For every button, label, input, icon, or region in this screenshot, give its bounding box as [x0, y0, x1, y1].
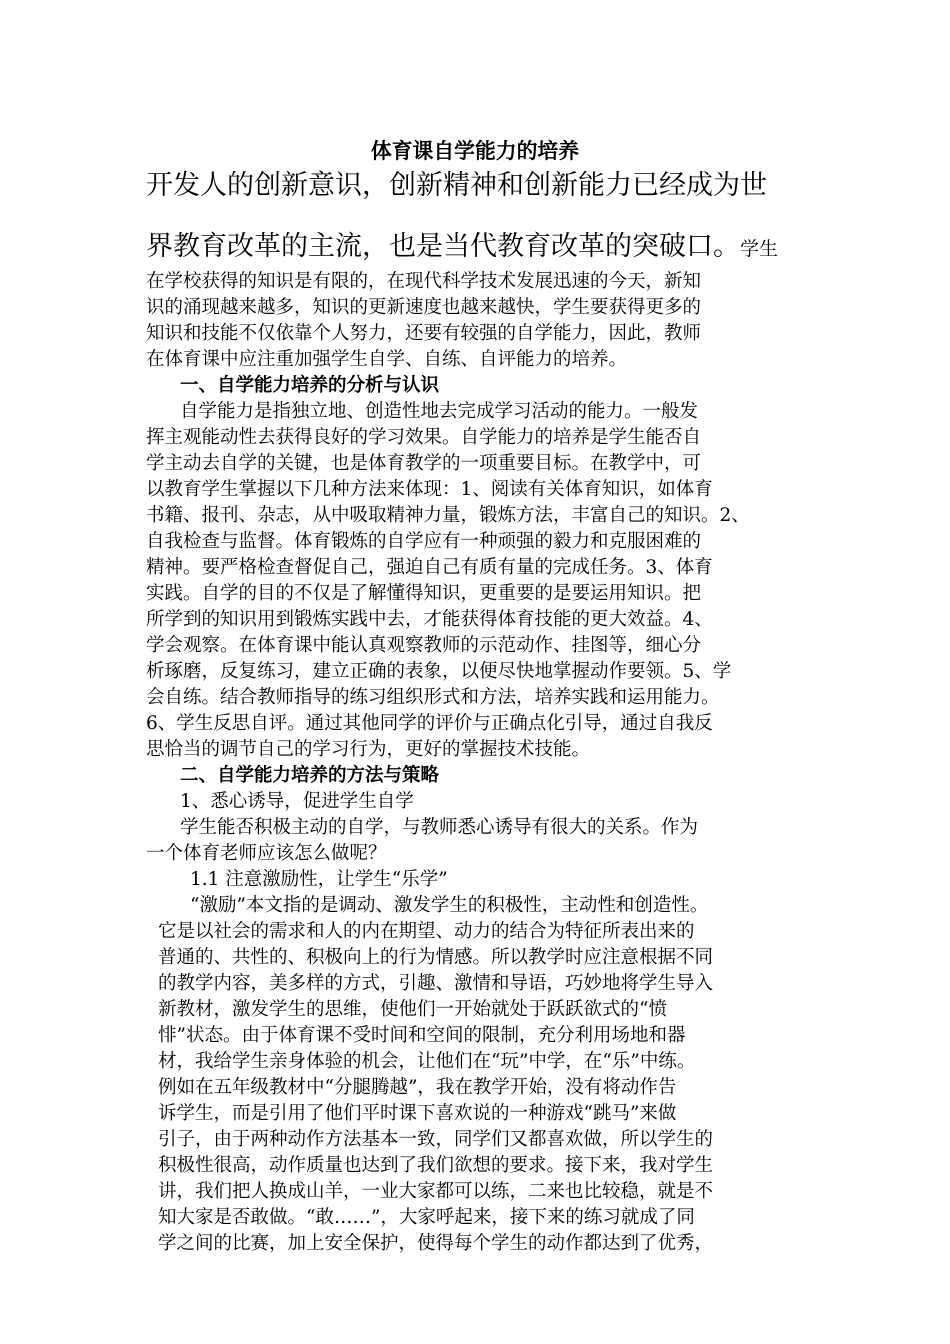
- paragraph-line: 例如在五年级教材中“分腿腾越”，我在教学开始，没有将动作告: [158, 1077, 677, 1098]
- lead-line-2-large: 界教育改革的主流，也是当代教育改革的突破口。: [146, 231, 740, 262]
- paragraph-line: 的教学内容，美多样的方式，引趣、激情和导语，巧妙地将学生导入: [158, 973, 714, 994]
- paragraph-line: 知大家是否敢做。“敢……”，大家呼起来，接下来的练习就成了同: [158, 1207, 695, 1228]
- paragraph-line: 一个体育老师应该怎么做呢？: [146, 843, 387, 864]
- section-heading-1: 一、自学能力培养的分析与认识: [180, 375, 440, 396]
- paragraph-line: 实践。自学的目的不仅是了解懂得知识，更重要的是要运用知识。把: [146, 583, 702, 604]
- paragraph-line: 所学到的知识用到锻炼实践中去，才能获得体育技能的更大效益。4、: [146, 609, 713, 630]
- paragraph-line: 材，我给学生亲身体验的机会，让他们在“玩”中学，在“乐”中练。: [158, 1051, 696, 1072]
- paragraph-line: 思恰当的调节自己的学习行为，更好的掌握技术技能。: [146, 739, 591, 760]
- lead-line-2-small: 学生: [740, 238, 779, 260]
- paragraph-line: 以教育学生掌握以下几种方法来体现：1、阅读有关体育知识，如体育: [146, 479, 713, 500]
- lead-line-2: [146, 227, 778, 269]
- paragraph-line: 引子，由于两种动作方法基本一致，同学们又都喜欢做，所以学生的: [158, 1129, 714, 1150]
- lead-line-1: 开发人的创新意识，创新精神和创新能力已经成为世: [146, 170, 767, 201]
- subsection-heading: 1、悉心诱导，促进学生自学: [180, 791, 414, 812]
- paragraph-line: 积极性很高，动作质量也达到了我们欲想的要求。接下来，我对学生: [158, 1155, 714, 1176]
- document-title: 体育课自学能力的培养: [370, 138, 580, 163]
- paragraph-line: 诉学生，而是引用了他们平时课下喜欢说的一种游戏“跳马”来做: [158, 1103, 677, 1124]
- paragraph-line: 知识和技能不仅依靠个人努力，还要有较强的自学能力，因此，教师: [146, 323, 702, 344]
- paragraph-line: 学主动去自学的关键，也是体育教学的一项重要目标。在教学中，可: [146, 453, 702, 474]
- paragraph-line: 会自练。结合教师指导的练习组织形式和方法，培养实践和运用能力。: [146, 687, 720, 708]
- subsection-heading: 1.1 注意激励性，让学生“乐学”: [190, 869, 448, 890]
- paragraph-line: 普通的、共性的、积极向上的行为情感。所以教学时应注意根据不同: [158, 947, 714, 968]
- paragraph-line: 在体育课中应注重加强学生自学、自练、自评能力的培养。: [146, 349, 628, 370]
- paragraph-line: 学之间的比赛，加上安全保护，使得每个学生的动作都达到了优秀，: [158, 1233, 714, 1254]
- paragraph-line: 讲，我们把人换成山羊，一业大家都可以练，二来也比较稳，就是不: [158, 1181, 714, 1202]
- paragraph-line: 精神。要严格检查督促自己，强迫自己有质有量的完成任务。3、体育: [146, 557, 713, 578]
- paragraph-line: 挥主观能动性去获得良好的学习效果。自学能力的培养是学生能否自: [146, 427, 702, 448]
- paragraph-line: 6、学生反思自评。通过其他同学的评价与正确点化引导，通过自我反: [146, 713, 713, 734]
- paragraph-line: 在学校获得的知识是有限的，在现代科学技术发展迅速的今天，新知: [146, 271, 702, 292]
- paragraph-line: 学会观察。在体育课中能认真观察教师的示范动作、挂图等，细心分: [146, 635, 702, 656]
- section-heading-2: 二、自学能力培养的方法与策略: [180, 765, 440, 786]
- paragraph-line: 新教材，激发学生的思维，使他们一开始就处于跃跃欲式的“愤: [158, 999, 667, 1020]
- paragraph-line: 自学能力是指独立地、创造性地去完成学习活动的能力。一般发: [180, 401, 699, 422]
- paragraph-line: 书籍、报刊、杂志，从中吸取精神力量，锻炼方法，丰富自己的知识。2、: [146, 505, 750, 526]
- paragraph-line: “激励”本文指的是调动、激发学生的积极性，主动性和创造性。: [190, 895, 709, 916]
- paragraph-line: 悱”状态。由于体育课不受时间和空间的限制，充分利用场地和器: [158, 1025, 686, 1046]
- paragraph-line: 它是以社会的需求和人的内在期望、动力的结合为特征所表出来的: [158, 921, 695, 942]
- paragraph-line: 自我检查与监督。体育锻炼的自学应有一种顽强的毅力和克服困难的: [146, 531, 702, 552]
- paragraph-line: 学生能否积极主动的自学，与教师悉心诱导有很大的关系。作为: [180, 817, 699, 838]
- paragraph-line: 识的涌现越来越多，知识的更新速度也越来越快，学生要获得更多的: [146, 297, 702, 318]
- paragraph-line: 析琢磨，反复练习，建立正确的表象，以便尽快地掌握动作要领。5、学: [146, 661, 732, 682]
